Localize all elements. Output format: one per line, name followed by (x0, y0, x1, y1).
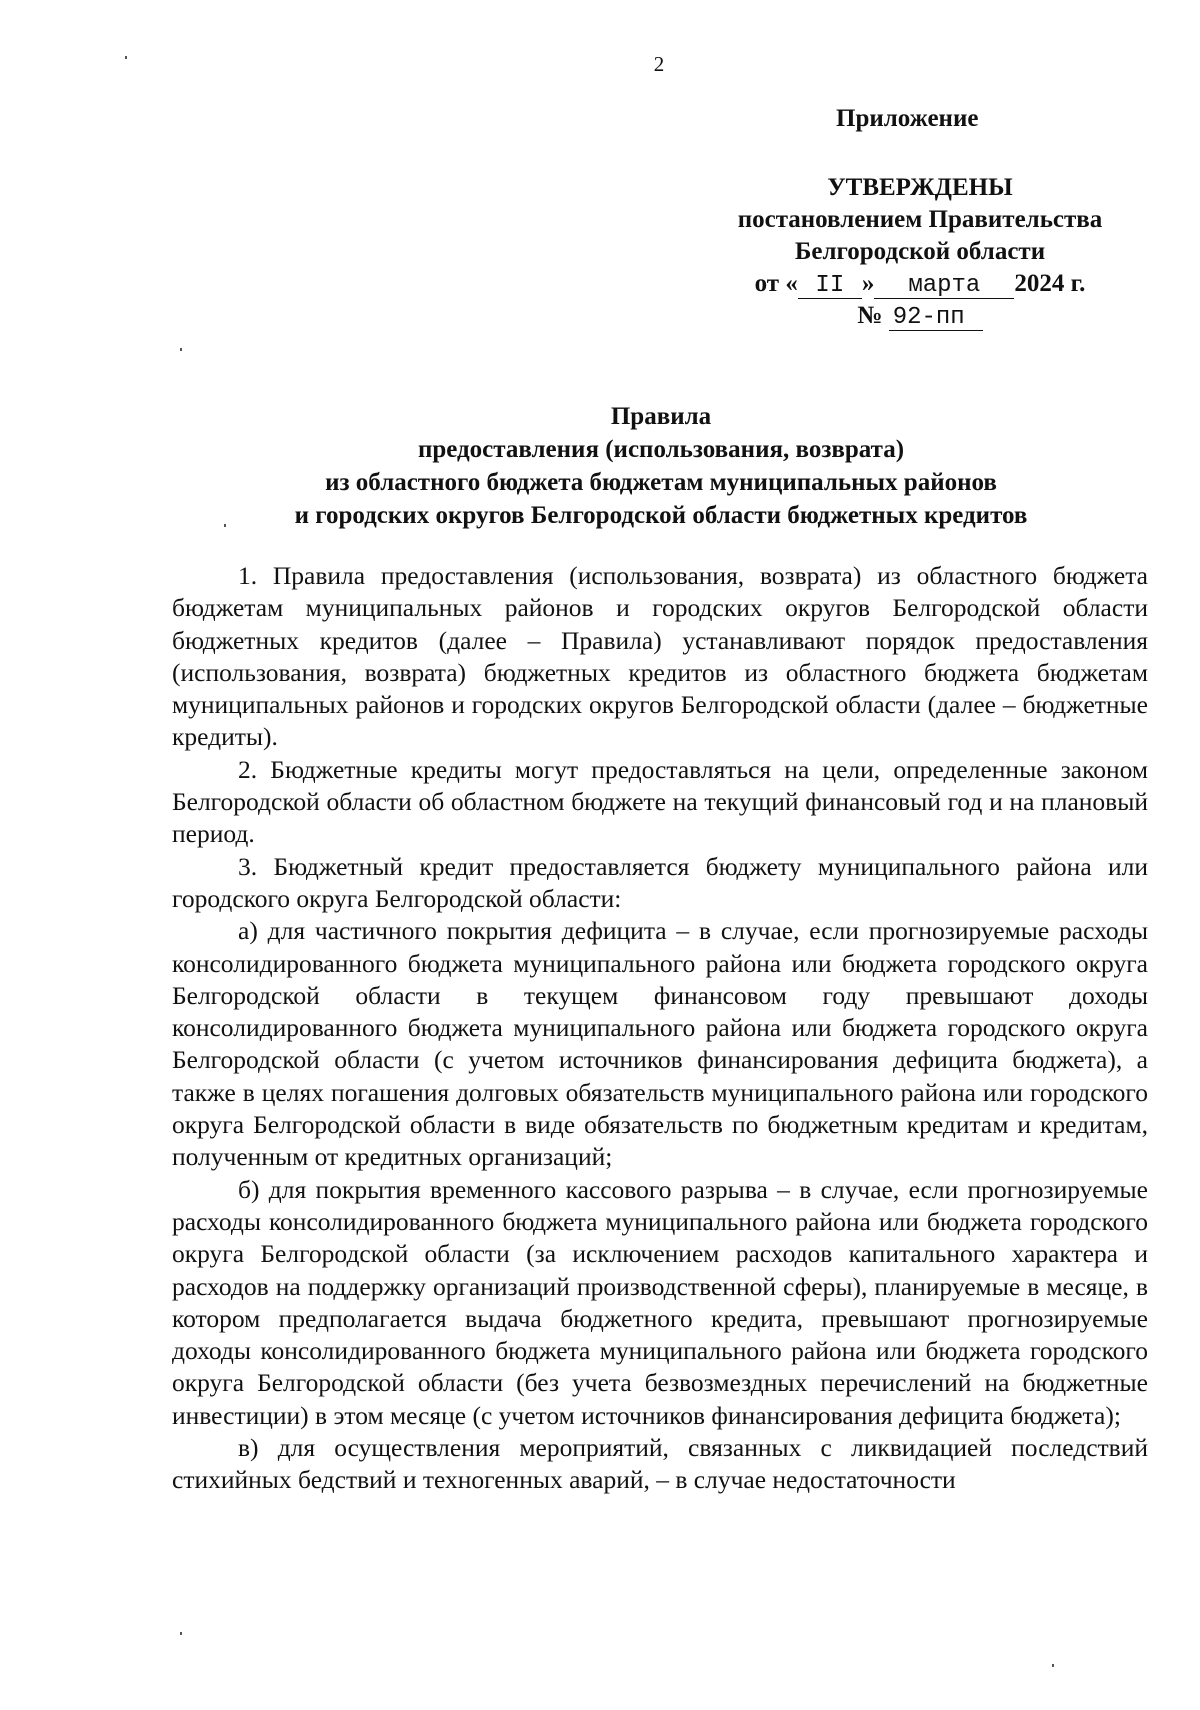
document-title (180, 400, 1142, 532)
date-year: 2024 г. (1014, 270, 1086, 297)
approval-number (700, 300, 1140, 332)
paragraph-3: 3. Бюджетный кредит предоставляется бюджету муниципального района или городского округа Белгородской области: (172, 851, 1148, 913)
paragraph-3a: а) для частичного покрытия дефицита – в случае, если прогнозируемые расходы консолидированного бюджета муниципального района или бюджета городского округа Белгородской области в текущем финансовом году превышают доходы консолидированного бюджета муниципального района или бюджета городского округа Белгородской области (с учетом источников финансирования дефицита бюджета), а также в целях погашения долговых обязательств муниципального района или городского округа Белгородской области в виде обязательств по бюджетным кредитам и кредитам, полученным от кредитных организаций; (172, 916, 1148, 1172)
title-line-1: Правила (610, 403, 712, 430)
scan-speck (125, 56, 127, 59)
page-number: 2 (653, 52, 665, 76)
approval-stamp (700, 172, 1140, 332)
date-prefix: от « (754, 270, 798, 297)
appendix-label: Приложение (836, 105, 979, 132)
approval-date (700, 268, 1140, 300)
scan-speck (224, 524, 226, 527)
approval-heading: УТВЕРЖДЕНЫ (827, 174, 1013, 201)
date-month-field: марта (874, 274, 1014, 299)
date-quote-close: » (861, 270, 875, 297)
number-field: 92-пп (889, 306, 983, 331)
approval-line-2: Белгородской области (794, 238, 1046, 265)
paragraph-2: 2. Бюджетные кредиты могут предоставляться на цели, определенные законом Белгородской области об областном бюджете на текущий финансовый год и на плановый период. (172, 754, 1148, 849)
title-line-3: из областного бюджета бюджетам муниципальных районов (325, 469, 997, 496)
date-day-field: II (798, 274, 862, 299)
paragraph-3b: б) для покрытия временного кассового разрыва – в случае, если прогнозируемые расходы консолидированного бюджета муниципального района или бюджета городского округа Белгородской области (за исключением расходов капитального характера и расходов на поддержку организаций производственной сферы), планируемые в месяце, в котором предполагается выдача бюджетного кредита, превышают прогнозируемые доходы консолидированного бюджета муниципального района или бюджета городского округа Белгородской области (без учета безвозмездных перечислений на бюджетные инвестиции) в этом месяце (с учетом источников финансирования дефицита бюджета); (172, 1174, 1148, 1430)
title-line-2: предоставления (использования, возврата) (417, 436, 905, 463)
title-line-4: и городских округов Белгородской области бюджетных кредитов (294, 502, 1028, 529)
paragraph-1: 1. Правила предоставления (использования, возврата) из областного бюджета бюджетам муниципальных районов и городских округов Белгородской области бюджетных кредитов (далее – Правила) устанавливают порядок предоставления (использования, возврата) бюджетных кредитов из областного бюджета бюджетам муниципальных районов и городских округов Белгородской области (далее – бюджетные кредиты). (172, 561, 1148, 752)
scan-speck (180, 1632, 182, 1635)
approval-line-1: постановлением Правительства (737, 206, 1103, 233)
number-prefix: № (857, 302, 883, 329)
scan-speck (180, 348, 182, 351)
paragraph-3c: в) для осуществления мероприятий, связанных с ликвидацией последствий стихийных бедствий и техногенных аварий, – в случае недостаточности (172, 1433, 1148, 1495)
scan-speck (1052, 1664, 1054, 1667)
document-body (172, 560, 1148, 1497)
